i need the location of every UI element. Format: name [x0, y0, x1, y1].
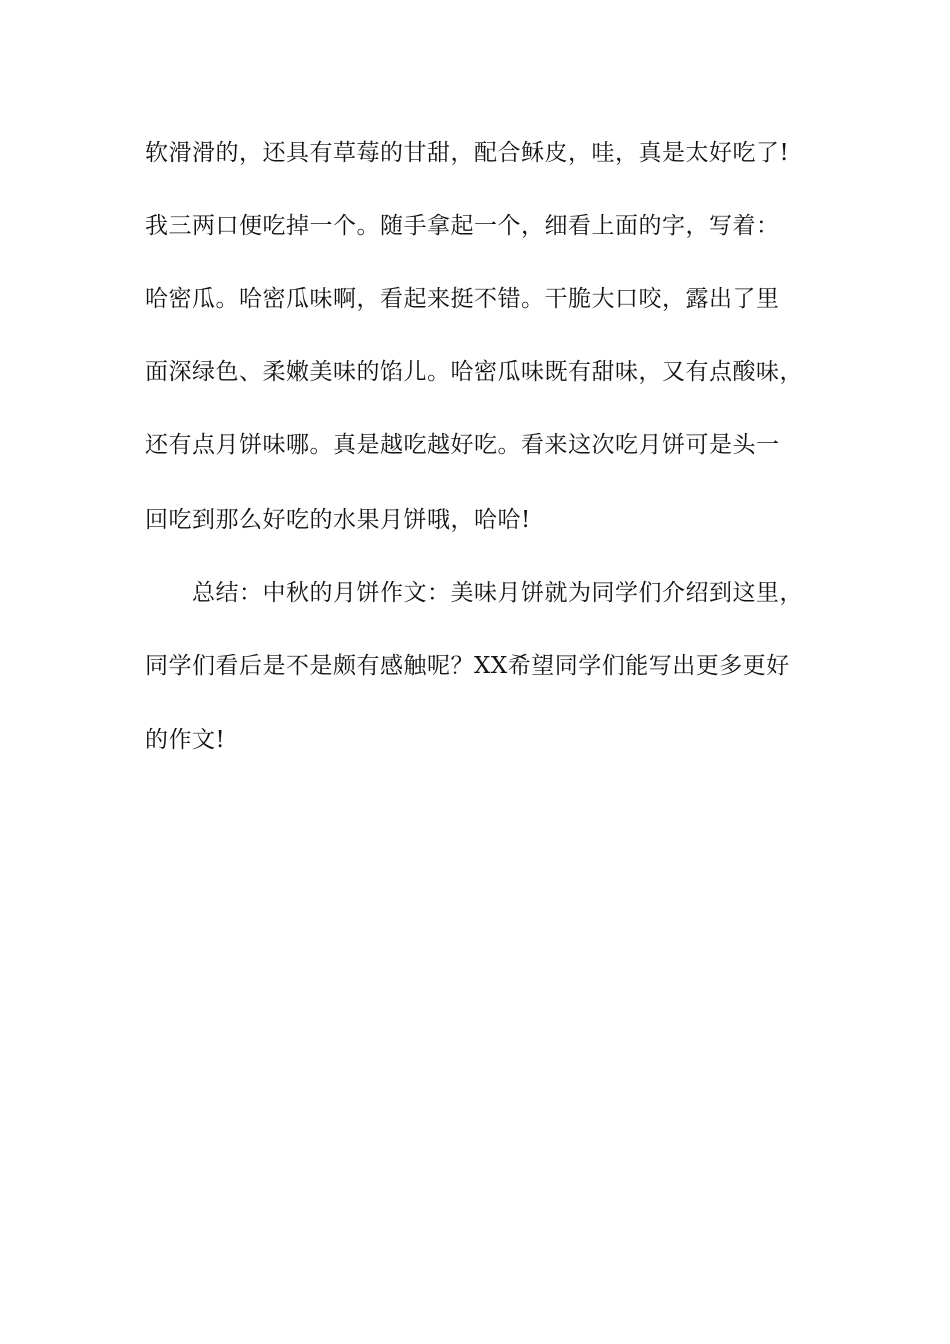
- summary-line: 总结：中秋的月饼作文：美味月饼就为同学们介绍到这里，: [192, 580, 803, 606]
- summary-line: 的作文!: [145, 727, 226, 753]
- paragraph-line: 还有点月饼味哪。真是越吃越好吃。看来这次吃月饼可是头一: [145, 432, 780, 458]
- paragraph-line: 软滑滑的，还具有草莓的甘甜，配合稣皮，哇，真是太好吃了!: [145, 140, 790, 166]
- paragraph-line: 哈密瓜。哈密瓜味啊，看起来挺不错。干脆大口咬，露出了里: [145, 286, 780, 312]
- summary-line: 同学们看后是不是颇有感触呢？XX希望同学们能写出更多更好: [145, 653, 790, 679]
- paragraph-line: 面深绿色、柔嫩美味的馅儿。哈密瓜味既有甜味，又有点酸味，: [145, 359, 803, 385]
- paragraph-line: 回吃到那么好吃的水果月饼哦，哈哈!: [145, 507, 531, 533]
- paragraph-line: 我三两口便吃掉一个。随手拿起一个，细看上面的字，写着：: [145, 213, 780, 239]
